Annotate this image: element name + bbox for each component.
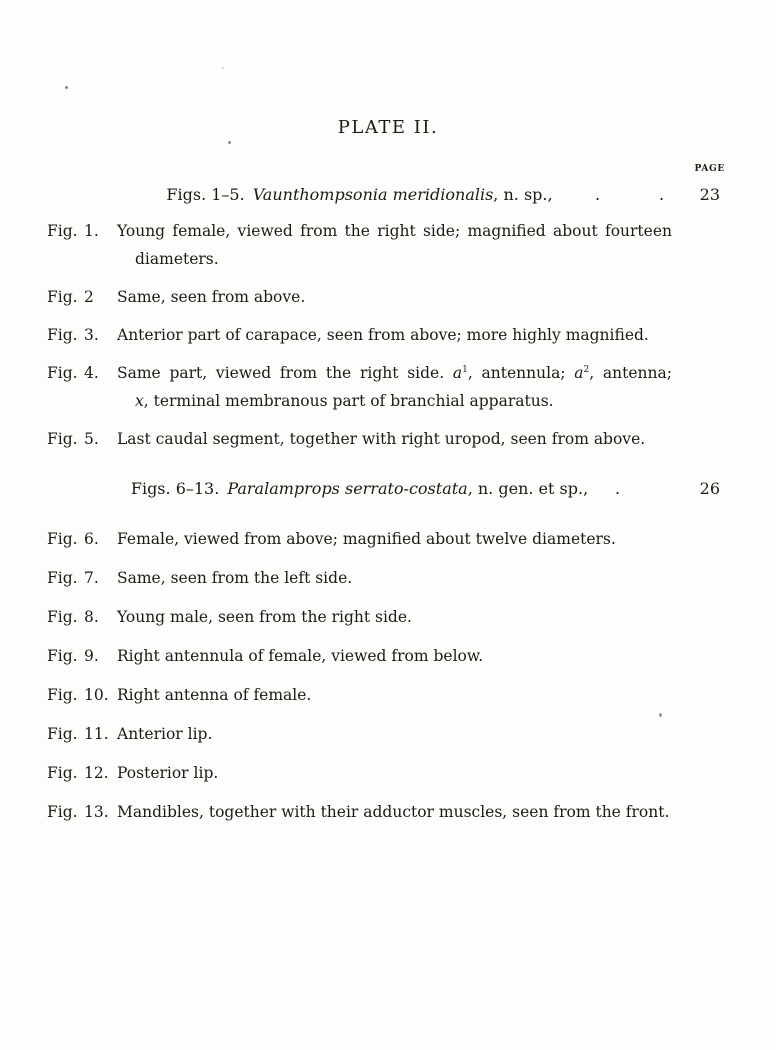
variable-x: x — [135, 392, 144, 410]
scan-speck — [659, 713, 662, 717]
plate-title: PLATE II. — [337, 117, 439, 138]
fig-description: Anterior part of carapace, seen from above; more highly magnified. — [117, 326, 649, 344]
figure-entry-13 — [47, 798, 672, 826]
fig-label: Fig. — [47, 326, 78, 344]
fig-description — [117, 217, 672, 273]
section-heading-figs-1-5 — [47, 181, 720, 209]
fig-label: Fig. — [47, 764, 78, 782]
fig-label: Fig. — [47, 686, 78, 704]
fig-number: 9. — [84, 647, 99, 665]
description-text: , antenna; — [589, 364, 672, 382]
fig-description: Mandibles, together with their adductor muscles, seen from the front. — [117, 803, 670, 821]
fig-description-line1: Young female, viewed from the right side; magnified about fourteen — [117, 222, 672, 240]
fig-description-line1 — [117, 359, 672, 387]
variable-a2: a — [574, 364, 584, 382]
superscript-2: 2 — [583, 364, 590, 375]
figure-entry-5 — [47, 425, 672, 453]
heading-tail: , n. sp., — [493, 185, 553, 204]
fig-description: Same, seen from the left side. — [117, 569, 353, 587]
figure-entry-4 — [47, 359, 672, 415]
species-name: Vaunthompsonia meridionalis — [252, 185, 494, 204]
fig-label: Fig. — [47, 569, 78, 587]
fig-number: 2 — [84, 288, 94, 306]
fig-description: Anterior lip. — [117, 725, 213, 743]
fig-number: 3. — [84, 326, 99, 344]
scan-speck — [228, 141, 231, 144]
superscript-1: 1 — [462, 364, 468, 375]
figure-entry-2 — [47, 283, 672, 311]
fig-number: 8. — [84, 608, 99, 626]
fig-label: Fig. — [47, 288, 78, 306]
figure-entry-1 — [47, 217, 672, 273]
section-heading-text — [47, 475, 672, 503]
fig-label: Fig. — [47, 803, 78, 821]
fig-number: 12. — [84, 764, 109, 782]
variable-a1: a — [452, 364, 463, 382]
fig-description: Right antenna of female. — [117, 686, 312, 704]
figure-entry-9 — [47, 642, 672, 670]
fig-label: Fig. — [47, 530, 78, 548]
fig-label: Fig. — [47, 647, 78, 665]
fig-description-line2: diameters. — [135, 250, 219, 268]
fig-description: Last caudal segment, together with right uropod, seen from above. — [117, 430, 646, 448]
heading-figs-range: Figs. 1–5. — [166, 185, 245, 204]
leader-dot: . — [659, 185, 665, 204]
fig-description: Right antennula of female, viewed from below. — [117, 647, 484, 665]
figure-entry-3 — [47, 321, 672, 349]
figure-entry-10 — [47, 681, 672, 709]
description-text: Same part, viewed from the right side. — [117, 364, 453, 382]
fig-number: 6. — [84, 530, 99, 548]
fig-label: Fig. — [47, 608, 78, 626]
description-text: , antennula; — [467, 364, 575, 382]
section-heading-figs-6-13 — [47, 475, 720, 503]
fig-description — [117, 359, 672, 415]
fig-description: Same, seen from above. — [117, 288, 306, 306]
figure-entry-11 — [47, 720, 672, 748]
heading-figs-range: Figs. 6–13. — [130, 479, 220, 498]
fig-number: 7. — [84, 569, 99, 587]
fig-description: Female, viewed from above; magnified about twelve diameters. — [117, 530, 616, 548]
page-column-header: PAGE — [694, 164, 725, 174]
fig-number: 5. — [84, 430, 99, 448]
fig-number: 10. — [84, 686, 109, 704]
fig-label: Fig. — [47, 725, 78, 743]
figure-list-section-2 — [47, 525, 729, 826]
fig-number: 13. — [84, 803, 109, 821]
page-number-reference: 26 — [699, 479, 720, 498]
scan-speck — [222, 67, 224, 69]
fig-label: Fig. — [47, 222, 78, 240]
fig-description: Young male, seen from the right side. — [117, 608, 412, 626]
scan-speck — [65, 86, 68, 89]
species-name: Paralamprops serrato-costata — [227, 479, 468, 498]
figure-entry-6 — [47, 525, 672, 553]
leader-dot: . — [595, 185, 601, 204]
fig-description: Posterior lip. — [117, 764, 219, 782]
figure-entry-7 — [47, 564, 672, 592]
leader-dot: . — [615, 479, 621, 498]
fig-number: 4. — [84, 364, 99, 382]
fig-label: Fig. — [47, 364, 78, 382]
fig-number: 1. — [84, 222, 99, 240]
fig-description-line2 — [117, 387, 672, 415]
description-text: , terminal membranous part of branchial apparatus. — [143, 392, 554, 410]
heading-tail: , n. gen. et sp., — [467, 479, 589, 498]
fig-label: Fig. — [47, 430, 78, 448]
figure-entry-8 — [47, 603, 672, 631]
page-number-reference: 23 — [699, 185, 720, 204]
figure-list-section-1 — [47, 217, 729, 453]
section-heading-text — [47, 181, 672, 209]
figure-entry-12 — [47, 759, 672, 787]
fig-number: 11. — [84, 725, 109, 743]
